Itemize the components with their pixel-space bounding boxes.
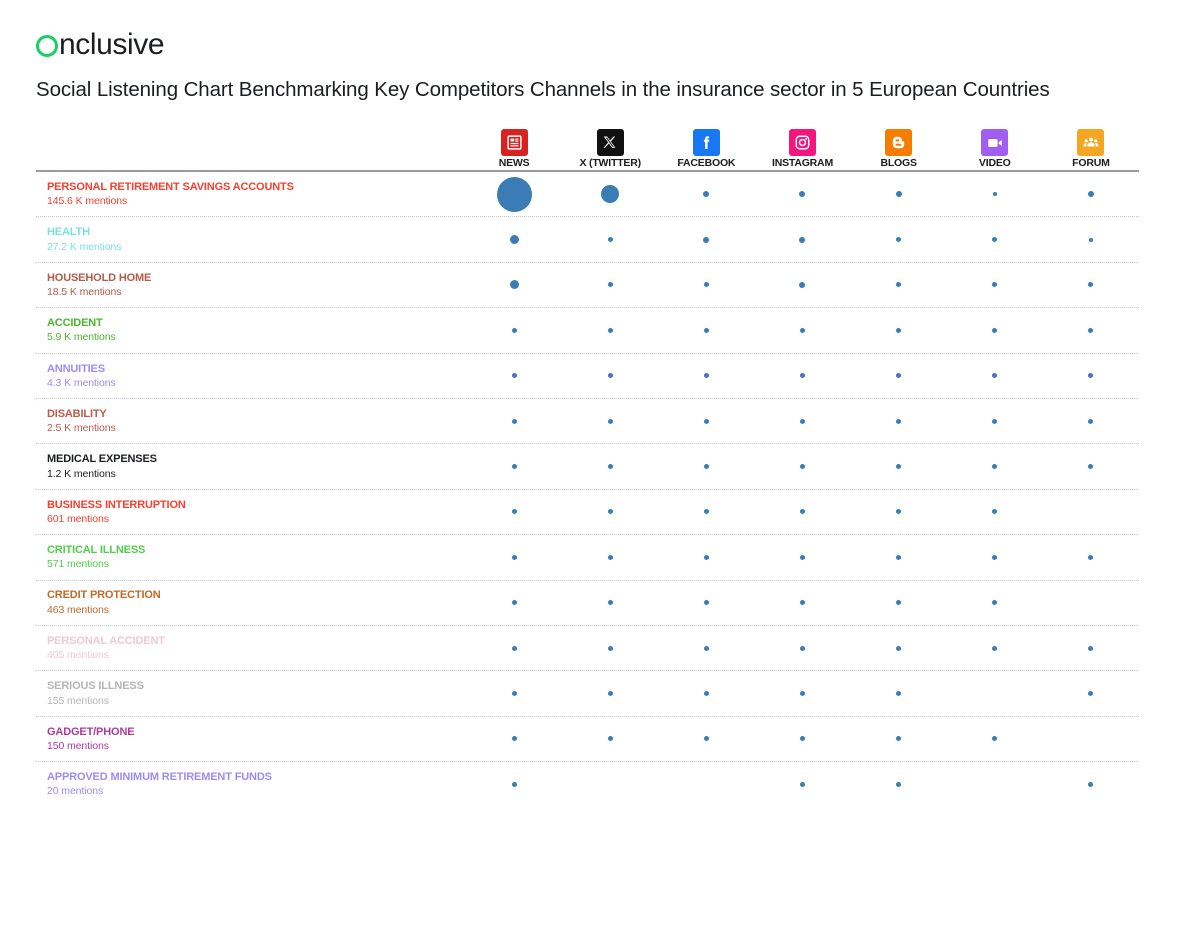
bubble-marker[interactable] (608, 328, 613, 333)
bubble-marker[interactable] (512, 373, 517, 378)
bubble-cell[interactable] (466, 671, 562, 715)
row-mentions-count: 1.2 K mentions (47, 467, 116, 480)
x-twitter-icon (597, 129, 624, 156)
bubble-marker[interactable] (512, 691, 517, 696)
bubble-marker[interactable] (512, 419, 517, 424)
bubble-marker[interactable] (992, 419, 997, 424)
bubble-marker[interactable] (704, 328, 709, 333)
bubble-cell[interactable] (851, 263, 947, 307)
bubble-marker[interactable] (608, 600, 613, 605)
bubble-marker[interactable] (800, 736, 805, 741)
bubble-cell[interactable] (1043, 717, 1139, 761)
row-mentions-count: 5.9 K mentions (47, 331, 116, 344)
row-category-name: GADGET/PHONE (47, 725, 135, 738)
row-label[interactable] (36, 362, 466, 390)
bubble-marker[interactable] (704, 600, 709, 605)
bubble-marker[interactable] (992, 328, 997, 333)
row-mentions-count: 2.5 K mentions (47, 422, 116, 435)
forum-icon (1077, 129, 1104, 156)
row-category-name: SERIOUS ILLNESS (47, 680, 144, 693)
row-label[interactable] (36, 634, 466, 662)
bubble-cell[interactable] (851, 308, 947, 352)
bubble-marker[interactable] (704, 373, 709, 378)
bubble-cell[interactable] (947, 490, 1043, 534)
bubble-marker[interactable] (896, 691, 901, 696)
row-mentions-count: 20 mentions (47, 785, 104, 798)
bubble-marker[interactable] (992, 282, 997, 287)
bubble-cell[interactable] (851, 444, 947, 488)
table-row (36, 399, 1139, 444)
bubble-cell[interactable] (562, 717, 658, 761)
row-mentions-count: 463 mentions (47, 603, 109, 616)
table-row (36, 263, 1139, 308)
bubble-cell[interactable] (466, 762, 562, 806)
row-category-name: HEALTH (47, 226, 90, 239)
bubble-cell[interactable] (562, 671, 658, 715)
bubble-cell[interactable] (947, 444, 1043, 488)
bubble-marker[interactable] (608, 691, 613, 696)
bubble-marker[interactable] (799, 282, 805, 288)
bubble-marker[interactable] (896, 328, 901, 333)
bubble-marker[interactable] (896, 555, 901, 560)
bubble-marker[interactable] (1088, 646, 1093, 651)
row-category-name: CREDIT PROTECTION (47, 589, 161, 602)
bubble-cell[interactable] (1043, 626, 1139, 670)
bubble-cell[interactable] (466, 263, 562, 307)
news-icon (501, 129, 528, 156)
bubble-marker[interactable] (800, 509, 805, 514)
column-header-news[interactable] (466, 129, 562, 170)
table-row (36, 308, 1139, 353)
column-header-label: NEWS (498, 157, 530, 170)
bubble-cell[interactable] (851, 626, 947, 670)
bubble-cell[interactable] (1043, 535, 1139, 579)
bubble-marker[interactable] (510, 235, 519, 244)
bubble-marker[interactable] (704, 646, 709, 651)
bubble-marker[interactable] (512, 600, 517, 605)
row-category-name: ACCIDENT (47, 317, 103, 330)
bubble-cell[interactable] (947, 263, 1043, 307)
bubble-cell[interactable] (947, 581, 1043, 625)
bubble-cell[interactable] (754, 626, 850, 670)
bubble-marker[interactable] (608, 419, 613, 424)
bubble-cell[interactable] (947, 172, 1043, 216)
page-title: Social Listening Chart Benchmarking Key Competitors Channels in the insurance sector in 5 European Countries (36, 78, 1050, 101)
row-label[interactable] (36, 588, 466, 616)
brand-logo (36, 26, 164, 64)
bubble-marker[interactable] (896, 509, 901, 514)
row-label[interactable] (36, 407, 466, 435)
row-category-name: BUSINESS INTERRUPTION (47, 498, 186, 511)
column-header-forum[interactable] (1043, 129, 1139, 170)
bubble-marker[interactable] (896, 282, 901, 287)
bubble-cell[interactable] (658, 354, 754, 398)
video-icon (981, 129, 1008, 156)
table-row (36, 217, 1139, 262)
bubble-cell[interactable] (754, 263, 850, 307)
row-mentions-count: 18.5 K mentions (47, 286, 122, 299)
bubble-cell[interactable] (947, 762, 1043, 806)
column-header-x-twitter[interactable] (562, 129, 658, 170)
blogger-icon (885, 129, 912, 156)
bubble-marker[interactable] (896, 237, 901, 242)
bubble-cell[interactable] (754, 717, 850, 761)
bubble-marker[interactable] (704, 282, 709, 287)
bubble-cell[interactable] (851, 535, 947, 579)
bubble-marker[interactable] (992, 373, 997, 378)
table-row (36, 626, 1139, 671)
bubble-cell[interactable] (754, 354, 850, 398)
bubble-marker[interactable] (800, 691, 805, 696)
bubble-marker[interactable] (608, 646, 613, 651)
bubble-cell[interactable] (754, 444, 850, 488)
bubble-cell[interactable] (466, 444, 562, 488)
bubble-cell[interactable] (947, 354, 1043, 398)
bubble-marker[interactable] (896, 419, 901, 424)
bubble-marker[interactable] (992, 555, 997, 560)
bubble-marker[interactable] (512, 328, 517, 333)
bubble-cell[interactable] (466, 399, 562, 443)
bubble-cell[interactable] (754, 399, 850, 443)
bubble-cell[interactable] (562, 490, 658, 534)
bubble-cell[interactable] (562, 172, 658, 216)
bubble-marker[interactable] (800, 782, 805, 787)
row-category-name: CRITICAL ILLNESS (47, 544, 146, 557)
bubble-cell[interactable] (562, 444, 658, 488)
row-mentions-count: 145.6 K mentions (47, 195, 128, 208)
bubble-cell[interactable] (562, 399, 658, 443)
bubble-marker[interactable] (608, 464, 613, 469)
bubble-cell[interactable] (851, 399, 947, 443)
bubble-marker[interactable] (608, 736, 613, 741)
bubble-marker[interactable] (703, 237, 709, 243)
bubble-cell[interactable] (466, 535, 562, 579)
bubble-cell[interactable] (1043, 308, 1139, 352)
bubble-marker[interactable] (1088, 191, 1094, 197)
bubble-cell[interactable] (754, 217, 850, 261)
bubble-marker[interactable] (1088, 328, 1093, 333)
bubble-cell[interactable] (1043, 762, 1139, 806)
bubble-cell[interactable] (658, 172, 754, 216)
bubble-marker[interactable] (608, 509, 613, 514)
row-label[interactable] (36, 452, 466, 480)
bubble-marker[interactable] (1088, 373, 1093, 378)
bubble-marker[interactable] (992, 237, 997, 242)
bubble-cell[interactable] (1043, 217, 1139, 261)
row-category-name: DISABILITY (47, 407, 107, 420)
row-label[interactable] (36, 543, 466, 571)
column-header-label: INSTAGRAM (771, 157, 833, 170)
table-row (36, 535, 1139, 580)
bubble-cell[interactable] (947, 399, 1043, 443)
bubble-cell[interactable] (658, 762, 754, 806)
bubble-marker[interactable] (512, 782, 517, 787)
row-category-name: ANNUITIES (47, 362, 105, 375)
bubble-marker[interactable] (601, 185, 619, 203)
bubble-cell[interactable] (1043, 399, 1139, 443)
bubble-cell[interactable] (947, 717, 1043, 761)
bubble-cell[interactable] (658, 263, 754, 307)
bubble-cell[interactable] (851, 717, 947, 761)
bubble-cell[interactable] (1043, 172, 1139, 216)
bubble-cell[interactable] (851, 217, 947, 261)
row-mentions-count: 571 mentions (47, 558, 109, 571)
row-label[interactable] (36, 679, 466, 707)
bubble-marker[interactable] (1088, 782, 1093, 787)
column-header-label: BLOGS (880, 157, 917, 170)
bubble-marker[interactable] (896, 736, 901, 741)
bubble-cell[interactable] (466, 217, 562, 261)
bubble-marker[interactable] (800, 464, 805, 469)
bubble-marker[interactable] (1088, 555, 1093, 560)
bubble-marker[interactable] (704, 736, 709, 741)
bubble-cell[interactable] (562, 581, 658, 625)
row-mentions-count: 4.3 K mentions (47, 376, 116, 389)
instagram-icon (789, 129, 816, 156)
bubble-cell[interactable] (1043, 581, 1139, 625)
bubble-cell[interactable] (851, 581, 947, 625)
bubble-marker[interactable] (992, 736, 997, 741)
bubble-cell[interactable] (754, 308, 850, 352)
bubble-marker[interactable] (800, 600, 805, 605)
column-header-facebook[interactable] (658, 129, 754, 170)
table-row (36, 581, 1139, 626)
bubble-cell[interactable] (466, 717, 562, 761)
column-header-row (36, 124, 1139, 172)
bubble-cell[interactable] (562, 354, 658, 398)
bubble-marker[interactable] (896, 782, 901, 787)
bubble-marker[interactable] (800, 555, 805, 560)
row-label[interactable] (36, 180, 466, 208)
bubble-marker[interactable] (704, 691, 709, 696)
bubble-marker[interactable] (992, 509, 997, 514)
bubble-cell[interactable] (754, 490, 850, 534)
bubble-marker[interactable] (608, 237, 613, 242)
row-label[interactable] (36, 498, 466, 526)
bubble-cell[interactable] (1043, 671, 1139, 715)
bubble-cell[interactable] (1043, 490, 1139, 534)
bubble-marker[interactable] (992, 600, 997, 605)
table-row (36, 717, 1139, 762)
bubble-marker[interactable] (497, 177, 532, 212)
bubble-marker[interactable] (800, 373, 805, 378)
bubble-cell[interactable] (658, 581, 754, 625)
bubble-marker[interactable] (608, 282, 613, 287)
bubble-cell[interactable] (658, 217, 754, 261)
bubble-cell[interactable] (1043, 444, 1139, 488)
bubble-cell[interactable] (658, 308, 754, 352)
bubble-cell[interactable] (754, 535, 850, 579)
bubble-cell[interactable] (562, 626, 658, 670)
bubble-cell[interactable] (1043, 354, 1139, 398)
row-category-name: PERSONAL ACCIDENT (47, 634, 165, 647)
column-header-label: VIDEO (978, 157, 1011, 170)
column-header-label: FORUM (1072, 157, 1110, 170)
bubble-cell[interactable] (562, 308, 658, 352)
bubble-cell[interactable] (562, 217, 658, 261)
bubble-marker[interactable] (704, 464, 709, 469)
row-mentions-count: 150 mentions (47, 739, 109, 752)
bubble-cell[interactable] (658, 399, 754, 443)
row-label[interactable] (36, 271, 466, 299)
bubble-marker[interactable] (799, 237, 805, 243)
bubble-cell[interactable] (658, 671, 754, 715)
column-header-blogs[interactable] (851, 129, 947, 170)
bubble-marker[interactable] (703, 191, 709, 197)
bubble-cell[interactable] (466, 581, 562, 625)
bubble-cell[interactable] (562, 263, 658, 307)
bubble-cell[interactable] (658, 626, 754, 670)
row-label[interactable] (36, 316, 466, 344)
bubble-marker[interactable] (510, 280, 519, 289)
bubble-cell[interactable] (466, 490, 562, 534)
bubble-marker[interactable] (512, 646, 517, 651)
bubble-marker[interactable] (512, 509, 517, 514)
bubble-cell[interactable] (947, 217, 1043, 261)
facebook-icon (693, 129, 720, 156)
column-header-instagram[interactable] (754, 129, 850, 170)
bubble-cell[interactable] (658, 444, 754, 488)
bubble-marker[interactable] (1089, 238, 1093, 242)
bubble-cell[interactable] (562, 762, 658, 806)
column-header-label: FACEBOOK (677, 157, 736, 170)
bubble-marker[interactable] (608, 373, 613, 378)
bubble-marker[interactable] (896, 464, 901, 469)
bubble-cell[interactable] (466, 354, 562, 398)
bubble-cell[interactable] (562, 535, 658, 579)
bubble-marker[interactable] (704, 555, 709, 560)
column-header-label: X (TWITTER) (579, 157, 641, 170)
bubble-marker[interactable] (800, 419, 805, 424)
bubble-marker[interactable] (800, 646, 805, 651)
bubble-cell[interactable] (1043, 263, 1139, 307)
bubble-cell[interactable] (851, 172, 947, 216)
bubble-marker[interactable] (512, 736, 517, 741)
bubble-cell[interactable] (947, 671, 1043, 715)
column-header-video[interactable] (947, 129, 1043, 170)
row-label[interactable] (36, 225, 466, 253)
row-mentions-count: 405 mentions (47, 649, 109, 662)
row-label[interactable] (36, 770, 466, 798)
bubble-marker[interactable] (896, 646, 901, 651)
table-row (36, 490, 1139, 535)
row-category-name: MEDICAL EXPENSES (47, 453, 157, 466)
row-category-name: HOUSEHOLD HOME (47, 271, 152, 284)
table-row (36, 172, 1139, 217)
bubble-marker[interactable] (704, 419, 709, 424)
bubble-cell[interactable] (658, 490, 754, 534)
bubble-cell[interactable] (947, 308, 1043, 352)
bubble-cell[interactable] (466, 626, 562, 670)
bubble-marker[interactable] (993, 192, 997, 196)
bubble-marker[interactable] (992, 464, 997, 469)
bubble-cell[interactable] (851, 762, 947, 806)
bubble-cell[interactable] (754, 581, 850, 625)
bubble-marker[interactable] (608, 555, 613, 560)
bubble-cell[interactable] (851, 354, 947, 398)
bubble-marker[interactable] (799, 191, 805, 197)
bubble-marker[interactable] (896, 373, 901, 378)
bubble-marker[interactable] (512, 464, 517, 469)
bubble-marker[interactable] (1088, 419, 1093, 424)
bubble-marker[interactable] (800, 328, 805, 333)
row-category-name: APPROVED MINIMUM RETIREMENT FUNDS (47, 771, 272, 784)
bubble-cell[interactable] (658, 717, 754, 761)
bubble-cell[interactable] (754, 172, 850, 216)
row-category-name: PERSONAL RETIREMENT SAVINGS ACCOUNTS (47, 180, 294, 193)
bubble-marker[interactable] (896, 600, 901, 605)
bubble-cell[interactable] (466, 308, 562, 352)
bubble-marker[interactable] (1088, 691, 1093, 696)
table-row (36, 671, 1139, 716)
bubble-cell[interactable] (947, 535, 1043, 579)
bubble-marker[interactable] (1088, 464, 1093, 469)
bubble-marker[interactable] (896, 191, 902, 197)
bubble-cell[interactable] (851, 671, 947, 715)
onclusive-o-icon (36, 35, 58, 57)
bubble-cell[interactable] (466, 172, 562, 216)
bubble-cell[interactable] (658, 535, 754, 579)
bubble-marker[interactable] (704, 509, 709, 514)
table-row (36, 444, 1139, 489)
chart-rows (36, 172, 1139, 806)
row-mentions-count: 27.2 K mentions (47, 240, 122, 253)
brand-name: nclusive (59, 28, 165, 61)
bubble-marker[interactable] (1088, 282, 1093, 287)
bubble-marker[interactable] (992, 646, 997, 651)
bubble-marker[interactable] (512, 555, 517, 560)
row-mentions-count: 601 mentions (47, 512, 109, 525)
table-row (36, 762, 1139, 806)
bubble-cell[interactable] (754, 762, 850, 806)
bubble-cell[interactable] (754, 671, 850, 715)
social-listening-bubble-chart (36, 124, 1139, 806)
row-label[interactable] (36, 725, 466, 753)
bubble-cell[interactable] (947, 626, 1043, 670)
bubble-cell[interactable] (851, 490, 947, 534)
table-row (36, 354, 1139, 399)
row-mentions-count: 155 mentions (47, 694, 109, 707)
